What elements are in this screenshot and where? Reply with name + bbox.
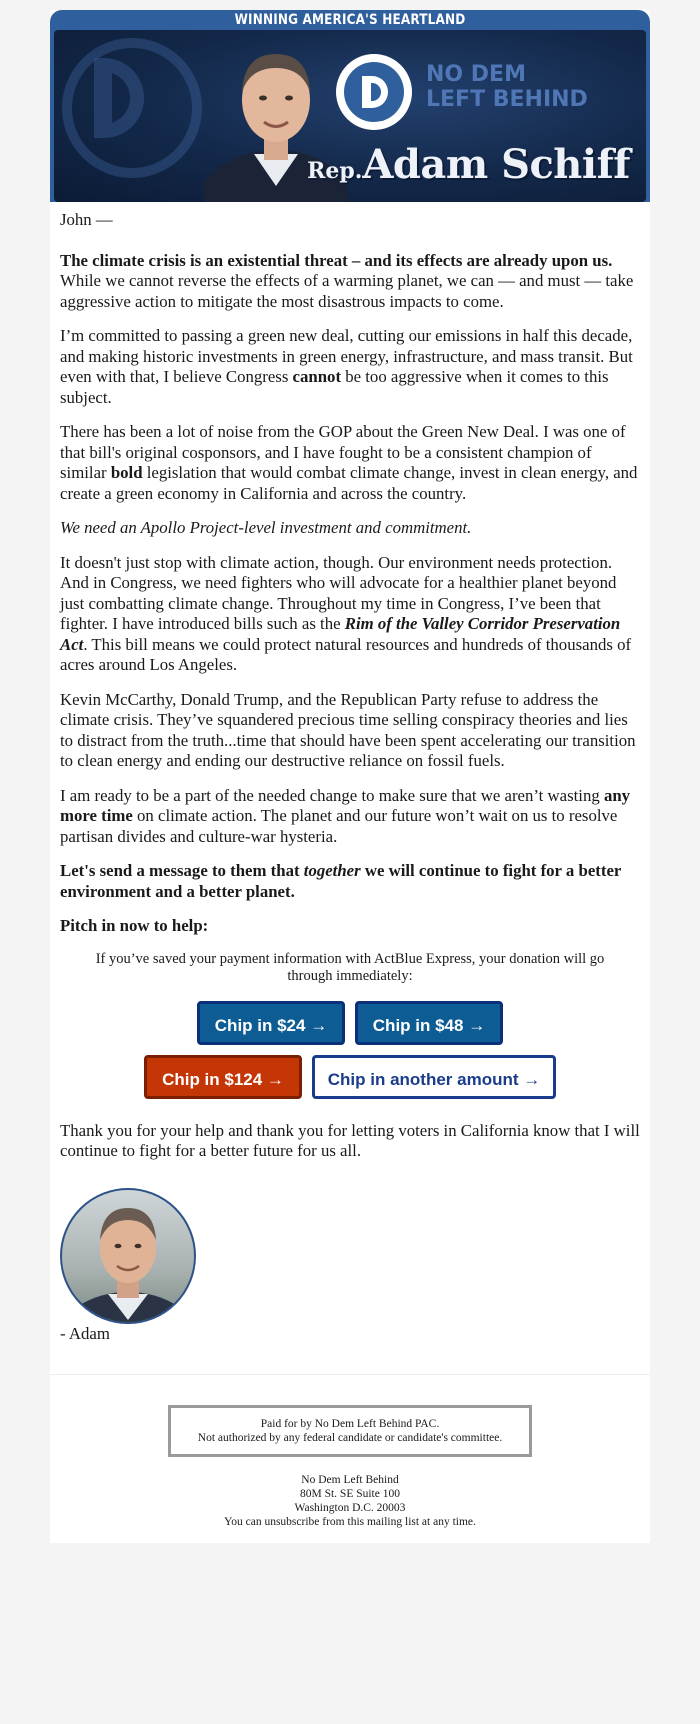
paragraph-6: Kevin McCarthy, Donald Trump, and the Republican Party refuse to address the climate crisis. They’ve squandered precious time selling conspiracy theories and lies to distract from the truth...time that should have been spent accelerating our transition to clean energy and ending our destructive reliance on fossil fuels.: [60, 689, 636, 770]
donate-row-2: [60, 1055, 640, 1099]
donate-row-1: [60, 1001, 640, 1045]
p2-a: I’m committed to passing a green new deal, cutting our emissions in half this decade, and making historic investments in green energy, infrastructure, and mass transit. But even with that, I believe Congress: [60, 326, 633, 386]
paragraph-8: [60, 861, 640, 902]
email-container: [50, 10, 650, 1543]
logo-text-line2: LEFT BEHIND: [426, 87, 588, 112]
p7-b: on climate action. The planet and our future won’t wait on us to resolve partisan divides and culture-war hysteria.: [60, 806, 618, 846]
closing-paragraph: Thank you for your help and thank you for letting voters in California know that I will continue to fight for a better future for us all.: [60, 1120, 640, 1160]
avatar-portrait: [62, 1190, 194, 1322]
street-address: 80M St. SE Suite 100: [299, 1488, 400, 1500]
p5-bill-name: Rim of the Valley Corridor Preservation Act: [60, 614, 621, 654]
paragraph-7: [60, 786, 640, 848]
logo-d-letter-icon: [362, 76, 388, 108]
banner-image: [54, 30, 646, 202]
paragraph-1: [60, 251, 640, 313]
p7-bold: any more time: [60, 785, 631, 825]
p8-italic: together: [303, 861, 361, 880]
org-name: No Dem Left Behind: [301, 1474, 399, 1486]
unsubscribe-text: You can unsubscribe from this mailing list at any time.: [224, 1516, 476, 1528]
rep-full-name: Adam Schiff: [362, 141, 630, 188]
chip-in-124-button[interactable]: Chip in $124 →: [144, 1055, 302, 1099]
chip-in-48-button[interactable]: Chip in $48 →: [355, 1001, 503, 1045]
chip-in-24-button[interactable]: Chip in $24 →: [197, 1001, 345, 1045]
no-dem-left-behind-logo-icon: [336, 54, 412, 130]
paragraph-5: [60, 553, 640, 676]
p5-b: . This bill means we could protect natural resources and hundreds of thousands of acres around Los Angeles.: [60, 634, 632, 674]
pitch-in-heading: Pitch in now to help:: [60, 916, 209, 935]
p8-a: Let's send a message to them that: [60, 861, 304, 880]
not-authorized-text: Not authorized by any federal candidate or candidate's committee.: [197, 1432, 503, 1444]
header-banner: [50, 10, 650, 202]
paragraph-4: [60, 518, 640, 539]
p8-b: we will continue to fight for a better environment and a better planet.: [60, 861, 622, 901]
paragraph-3: [60, 422, 640, 504]
chip-in-other-amount-button[interactable]: Chip in another amount →: [312, 1055, 556, 1099]
p3-a: There has been a lot of noise from the GOP about the Green New Deal. I was one of that bill's original cosponsors, and I have fought to be a consistent champion of similar: [60, 422, 626, 482]
p1-bold: The climate crisis is an existential threat – and its effects are already upon us.: [60, 250, 613, 270]
rep-name-title: [307, 141, 630, 188]
greeting: John —: [60, 210, 113, 229]
p4-italic: We need an Apollo Project-level investment and commitment.: [60, 518, 472, 537]
actblue-note: If you’ve saved your payment information with ActBlue Express, your donation will go through immediately:: [95, 950, 605, 984]
p2-b: be too aggressive when it comes to this subject.: [60, 367, 609, 407]
paid-for-text: Paid for by No Dem Left Behind PAC.: [260, 1418, 440, 1430]
mailing-address: [50, 1473, 650, 1529]
p3-b: legislation that would combat climate change, invest in clean energy, and create a green economy in California and across the country.: [60, 463, 638, 503]
p7-a: I am ready to be a part of the needed change to make sure that we aren’t wasting: [60, 785, 604, 805]
p2-bold: cannot: [292, 367, 342, 386]
city-address: Washington D.C. 20003: [294, 1502, 406, 1514]
logo-text-line1: NO DEM: [426, 62, 526, 87]
signature-name: - Adam: [60, 1323, 110, 1343]
p1-rest: While we cannot reverse the effects of a warming planet, we can — and must — take aggressive action to mitigate the most disastrous impacts to come.: [60, 271, 634, 311]
logo-inner-circle: [344, 62, 404, 122]
footer: [50, 1374, 650, 1543]
paragraph-2: [60, 326, 640, 408]
paid-for-disclaimer: [168, 1405, 532, 1457]
banner-strip-text: WINNING AMERICA'S HEARTLAND: [234, 12, 466, 28]
p5-a: It doesn't just stop with climate action, though. Our environment needs protection. And in Congress, we need fighters who will advocate for a healthier planet beyond just combatting climate change. Throughout my time in Congress, I’ve been that fighter. I have introduced bills such as the: [60, 552, 617, 633]
paragraph-9: [60, 916, 640, 937]
p3-bold: bold: [110, 463, 143, 482]
signature-avatar: [60, 1188, 196, 1324]
rep-prefix: Rep.: [307, 158, 363, 184]
email-body: [50, 202, 650, 1344]
logo-text: [426, 62, 588, 112]
